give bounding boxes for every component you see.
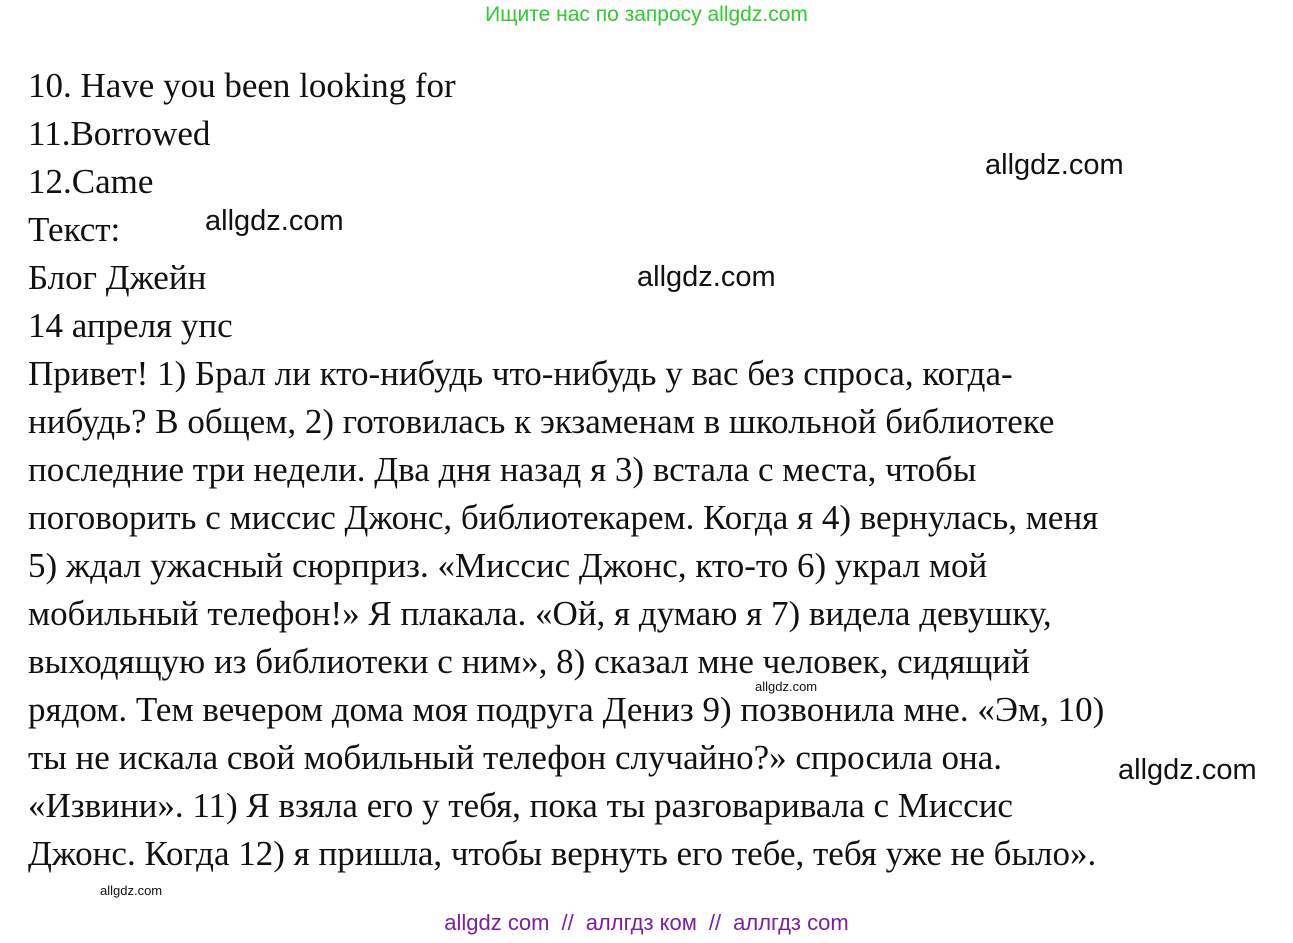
blog-line: «Извини». 11) Я взяла его у тебя, пока ты разговаривала с Миссис (28, 786, 1013, 825)
blog-date: 14 апреля упс (28, 306, 233, 345)
blog-line: мобильный телефон!» Я плакала. «Ой, я думаю я 7) видела девушку, (28, 594, 1052, 633)
watermark: allgdz.com (205, 205, 344, 237)
watermark: allgdz.com (637, 261, 776, 293)
blog-title: Блог Джейн (28, 258, 207, 297)
footer-separator: // (561, 910, 574, 935)
footer-links (0, 910, 1293, 936)
blog-line: Привет! 1) Брал ли кто-нибудь что-нибудь у вас без спроса, когда- (28, 354, 1013, 393)
footer-link-allgdz-com-cyr[interactable]: аллгдз com (733, 910, 849, 935)
text-label: Текст: (28, 210, 121, 249)
watermark: allgdz.com (985, 149, 1124, 181)
blog-line: нибудь? В общем, 2) готовилась к экзаменам в школьной библиотеке (28, 402, 1055, 441)
footer-separator: // (708, 910, 722, 935)
blog-line: ты не искала свой мобильный телефон случайно?» спросила она. (28, 738, 1003, 777)
document-body (28, 62, 1268, 878)
watermark: allgdz.com (755, 679, 818, 694)
footer-link-allgdz-com[interactable]: allgdz com (444, 910, 550, 935)
blog-line: рядом. Тем вечером дома моя подруга Дениз 9) позвонила мне. «Эм, 10) (28, 690, 1105, 729)
watermark: allgdz.com (1118, 754, 1257, 786)
watermark: allgdz.com (100, 883, 163, 898)
blog-line: 5) ждал ужасный сюрприз. «Миссис Джонс, кто-то 6) украл мой (28, 546, 988, 585)
blog-line: выходящую из библиотеки с ним», 8) сказал мне человек, сидящий (28, 642, 1030, 681)
answer-11: 11.Borrowed (28, 114, 211, 153)
blog-line: поговорить с миссис Джонс, библиотекарем. Когда я 4) вернулась, меня (28, 498, 1099, 537)
top-banner: Ищите нас по запросу allgdz.com (485, 3, 808, 26)
answer-12: 12.Came (28, 162, 154, 201)
footer-link-allgdz-kom[interactable]: аллгдз ком (585, 910, 697, 935)
blog-line: Джонс. Когда 12) я пришла, чтобы вернуть его тебе, тебя уже не было». (28, 834, 1097, 873)
blog-line: последние три недели. Два дня назад я 3) встала с места, чтобы (28, 450, 977, 489)
answer-10: 10. Have you been looking for (28, 66, 456, 105)
